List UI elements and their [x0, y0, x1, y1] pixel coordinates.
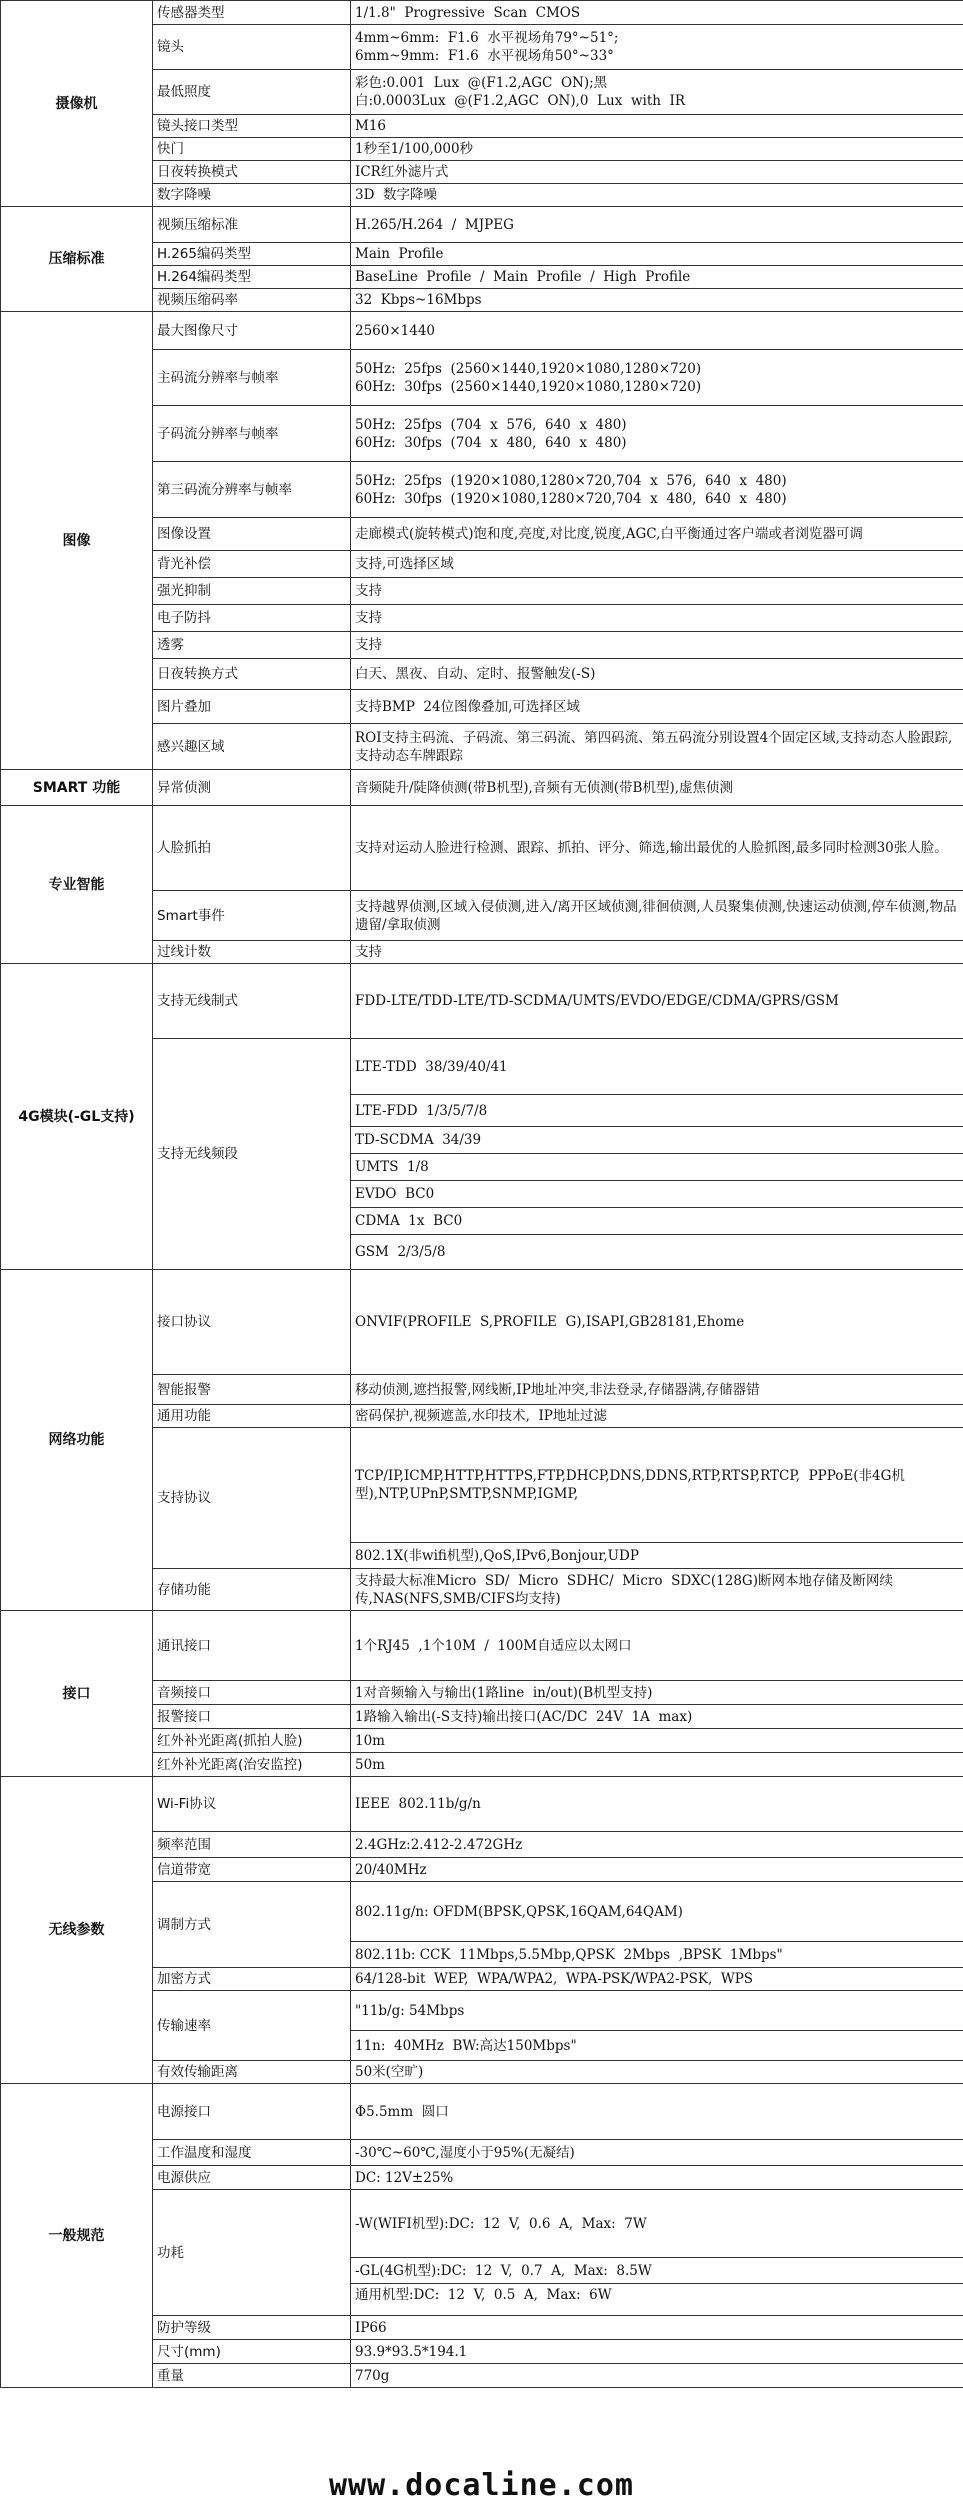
spec-label: 电源接口: [153, 2084, 351, 2140]
spec-label: 强光抑制: [153, 578, 351, 605]
spec-value: 1秒至1/100,000秒: [351, 138, 963, 161]
spec-label: 日夜转换模式: [153, 161, 351, 184]
spec-value: -GL(4G机型):DC: 12 V, 0.7 A, Max: 8.5W: [351, 2258, 963, 2284]
spec-value: ROI支持主码流、子码流、第三码流、第四码流、第五码流分别设置4个固定区域,支持动态人脸跟踪,支持动态车牌跟踪: [351, 724, 963, 770]
spec-label: 传感器类型: [153, 1, 351, 25]
spec-value: TD-SCDMA 34/39: [351, 1127, 963, 1154]
spec-value: 支持: [351, 605, 963, 632]
spec-value: 50Hz: 25fps (2560×1440,1920×1080,1280×720) 60Hz: 30fps (2560×1440,1920×1080,1280×720): [351, 350, 963, 406]
spec-label: 通讯接口: [153, 1611, 351, 1681]
spec-value: Φ5.5mm 圆口: [351, 2084, 963, 2140]
spec-label: 数字降噪: [153, 184, 351, 207]
spec-label: 信道带宽: [153, 1858, 351, 1882]
spec-label: Smart事件: [153, 891, 351, 941]
spec-value: CDMA 1x BC0: [351, 1208, 963, 1235]
section-wireless: 无线参数: [1, 1777, 153, 2084]
spec-label: 最低照度: [153, 70, 351, 115]
spec-value: 走廊模式(旋转模式)饱和度,亮度,对比度,锐度,AGC,白平衡通过客户端或者浏览器可调: [351, 518, 963, 551]
spec-label: 视频压缩码率: [153, 289, 351, 312]
section-camera: 摄像机: [1, 1, 153, 207]
spec-value: 1路输入输出(-S支持)输出接口(AC/DC 24V 1A max): [351, 1705, 963, 1729]
spec-value: 支持: [351, 578, 963, 605]
spec-label: 工作温度和湿度: [153, 2140, 351, 2166]
section-smart: SMART 功能: [1, 770, 153, 806]
spec-value: 93.9*93.5*194.1: [351, 2340, 963, 2364]
spec-label: 图片叠加: [153, 690, 351, 724]
spec-label: 人脸抓拍: [153, 806, 351, 891]
spec-label: 智能报警: [153, 1375, 351, 1405]
spec-value: 支持,可选择区域: [351, 551, 963, 578]
spec-label: 接口协议: [153, 1270, 351, 1375]
spec-label: 异常侦测: [153, 770, 351, 806]
spec-value: 802.11b: CCK 11Mbps,5.5Mbp,QPSK 2Mbps ,BPSK 1Mbps": [351, 1942, 963, 1968]
spec-value: 20/40MHz: [351, 1858, 963, 1882]
spec-value: 1对音频输入与输出(1路line in/out)(B机型支持): [351, 1681, 963, 1705]
spec-value: 彩色:0.001 Lux @(F1.2,AGC ON);黑 白:0.0003Lux @(F1.2,AGC ON),0 Lux with IR: [351, 70, 963, 115]
spec-label: 存储功能: [153, 1569, 351, 1611]
spec-value: -W(WIFI机型):DC: 12 V, 0.6 A, Max: 7W: [351, 2190, 963, 2258]
spec-value: 支持对运动人脸进行检测、跟踪、抓拍、评分、筛选,输出最优的人脸抓图,最多同时检测30张人脸。: [351, 806, 963, 891]
spec-label: 传输速率: [153, 1991, 351, 2061]
spec-label: 报警接口: [153, 1705, 351, 1729]
spec-value: 支持: [351, 632, 963, 659]
spec-value: ONVIF(PROFILE S,PROFILE G),ISAPI,GB28181,Ehome: [351, 1270, 963, 1375]
spec-label: H.264编码类型: [153, 266, 351, 289]
spec-label: 最大图像尺寸: [153, 312, 351, 350]
spec-label: 重量: [153, 2364, 351, 2388]
spec-label: 支持协议: [153, 1428, 351, 1569]
section-general: 一般规范: [1, 2084, 153, 2388]
spec-value: 10m: [351, 1729, 963, 1753]
spec-value: 支持BMP 24位图像叠加,可选择区域: [351, 690, 963, 724]
spec-label: 视频压缩标准: [153, 207, 351, 243]
spec-value: BaseLine Profile / Main Profile / High Profile: [351, 266, 963, 289]
spec-label: 红外补光距离(治安监控): [153, 1753, 351, 1777]
spec-label: 透雾: [153, 632, 351, 659]
spec-value: 音频陡升/陡降侦测(带B机型),音频有无侦测(带B机型),虚焦侦测: [351, 770, 963, 806]
spec-value: M16: [351, 115, 963, 138]
spec-value: 4mm~6mm: F1.6 水平视场角79°~51°; 6mm~9mm: F1.6 水平视场角50°~33°: [351, 25, 963, 70]
spec-value: 3D 数字降噪: [351, 184, 963, 207]
spec-value: 密码保护,视频遮盖,水印技术, IP地址过滤: [351, 1405, 963, 1428]
spec-value: 支持最大标准Micro SD/ Micro SDHC/ Micro SDXC(128G)断网本地存储及断网续传,NAS(NFS,SMB/CIFS均支持): [351, 1569, 963, 1611]
spec-value: -30℃~60℃,湿度小于95%(无凝结): [351, 2140, 963, 2166]
spec-value: 通用机型:DC: 12 V, 0.5 A, Max: 6W: [351, 2284, 963, 2316]
spec-value: 支持: [351, 941, 963, 964]
spec-value: 2560×1440: [351, 312, 963, 350]
spec-label: 过线计数: [153, 941, 351, 964]
spec-value: ICR红外滤片式: [351, 161, 963, 184]
spec-label: 频率范围: [153, 1832, 351, 1858]
spec-value: UMTS 1/8: [351, 1154, 963, 1181]
spec-label: 电源供应: [153, 2166, 351, 2190]
spec-label: 调制方式: [153, 1882, 351, 1968]
spec-label: 通用功能: [153, 1405, 351, 1428]
spec-label: 感兴趣区域: [153, 724, 351, 770]
spec-value: EVDO BC0: [351, 1181, 963, 1208]
section-network: 网络功能: [1, 1270, 153, 1611]
spec-value: IEEE 802.11b/g/n: [351, 1777, 963, 1832]
section-ports: 接口: [1, 1611, 153, 1777]
spec-label: 日夜转换方式: [153, 659, 351, 690]
spec-value: 2.4GHz:2.412-2.472GHz: [351, 1832, 963, 1858]
section-image: 图像: [1, 312, 153, 770]
spec-label: 红外补光距离(抓拍人脸): [153, 1729, 351, 1753]
spec-value: 11n: 40MHz BW:高达150Mbps": [351, 2031, 963, 2061]
spec-label: 子码流分辨率与帧率: [153, 406, 351, 462]
section-pro-smart: 专业智能: [1, 806, 153, 964]
spec-label: 镜头接口类型: [153, 115, 351, 138]
spec-label: 镜头: [153, 25, 351, 70]
spec-value: GSM 2/3/5/8: [351, 1235, 963, 1270]
spec-value: LTE-FDD 1/3/5/7/8: [351, 1095, 963, 1127]
spec-label: 快门: [153, 138, 351, 161]
spec-label: 功耗: [153, 2190, 351, 2316]
spec-value: 1个RJ45 ,1个10M / 100M自适应以太网口: [351, 1611, 963, 1681]
spec-value: 802.11g/n: OFDM(BPSK,QPSK,16QAM,64QAM): [351, 1882, 963, 1942]
spec-label: Wi-Fi协议: [153, 1777, 351, 1832]
spec-value: 50m: [351, 1753, 963, 1777]
spec-value: 32 Kbps~16Mbps: [351, 289, 963, 312]
spec-value: Main Profile: [351, 243, 963, 266]
spec-value: LTE-TDD 38/39/40/41: [351, 1039, 963, 1095]
spec-label: 背光补偿: [153, 551, 351, 578]
spec-value: 64/128-bit WEP, WPA/WPA2, WPA-PSK/WPA2-PSK, WPS: [351, 1968, 963, 1991]
spec-label: 有效传输距离: [153, 2061, 351, 2084]
spec-value: DC: 12V±25%: [351, 2166, 963, 2190]
spec-value: H.265/H.264 / MJPEG: [351, 207, 963, 243]
spec-label: 支持无线制式: [153, 964, 351, 1039]
spec-value: 50米(空旷): [351, 2061, 963, 2084]
spec-label: 防护等级: [153, 2316, 351, 2340]
section-compression: 压缩标准: [1, 207, 153, 312]
spec-value: 移动侦测,遮挡报警,网线断,IP地址冲突,非法登录,存储器满,存储器错: [351, 1375, 963, 1405]
spec-value: 50Hz: 25fps (704 x 576, 640 x 480) 60Hz: 30fps (704 x 480, 640 x 480): [351, 406, 963, 462]
spec-value: 802.1X(非wifi机型),QoS,IPv6,Bonjour,UDP: [351, 1543, 963, 1569]
spec-label: 电子防抖: [153, 605, 351, 632]
section-4g-module: 4G模块(-GL支持): [1, 964, 153, 1270]
spec-label: 音频接口: [153, 1681, 351, 1705]
spec-label: 加密方式: [153, 1968, 351, 1991]
spec-label: 支持无线频段: [153, 1039, 351, 1270]
spec-value: 白天、黑夜、自动、定时、报警触发(-S): [351, 659, 963, 690]
spec-label: 图像设置: [153, 518, 351, 551]
spec-label: H.265编码类型: [153, 243, 351, 266]
spec-value: 支持越界侦测,区域入侵侦测,进入/离开区域侦测,徘徊侦测,人员聚集侦测,快速运动侦测,停车侦测,物品遗留/拿取侦测: [351, 891, 963, 941]
spec-value: 770g: [351, 2364, 963, 2388]
spec-value: 50Hz: 25fps (1920×1080,1280×720,704 x 576, 640 x 480) 60Hz: 30fps (1920×1080,1280×720,704 x 480, 640 x 480): [351, 462, 963, 518]
spec-value: TCP/IP,ICMP,HTTP,HTTPS,FTP,DHCP,DNS,DDNS,RTP,RTSP,RTCP, PPPoE(非4G机型),NTP,UPnP,SMTP,SNMP,IGMP,: [351, 1428, 963, 1543]
spec-label: 第三码流分辨率与帧率: [153, 462, 351, 518]
spec-label: 主码流分辨率与帧率: [153, 350, 351, 406]
spec-value: "11b/g: 54Mbps: [351, 1991, 963, 2031]
spec-value: FDD-LTE/TDD-LTE/TD-SCDMA/UMTS/EVDO/EDGE/CDMA/GPRS/GSM: [351, 964, 963, 1039]
spec-label: 尺寸(mm): [153, 2340, 351, 2364]
watermark: www.docaline.com: [329, 2468, 634, 2503]
spec-value: IP66: [351, 2316, 963, 2340]
spec-value: 1/1.8" Progressive Scan CMOS: [351, 1, 963, 25]
